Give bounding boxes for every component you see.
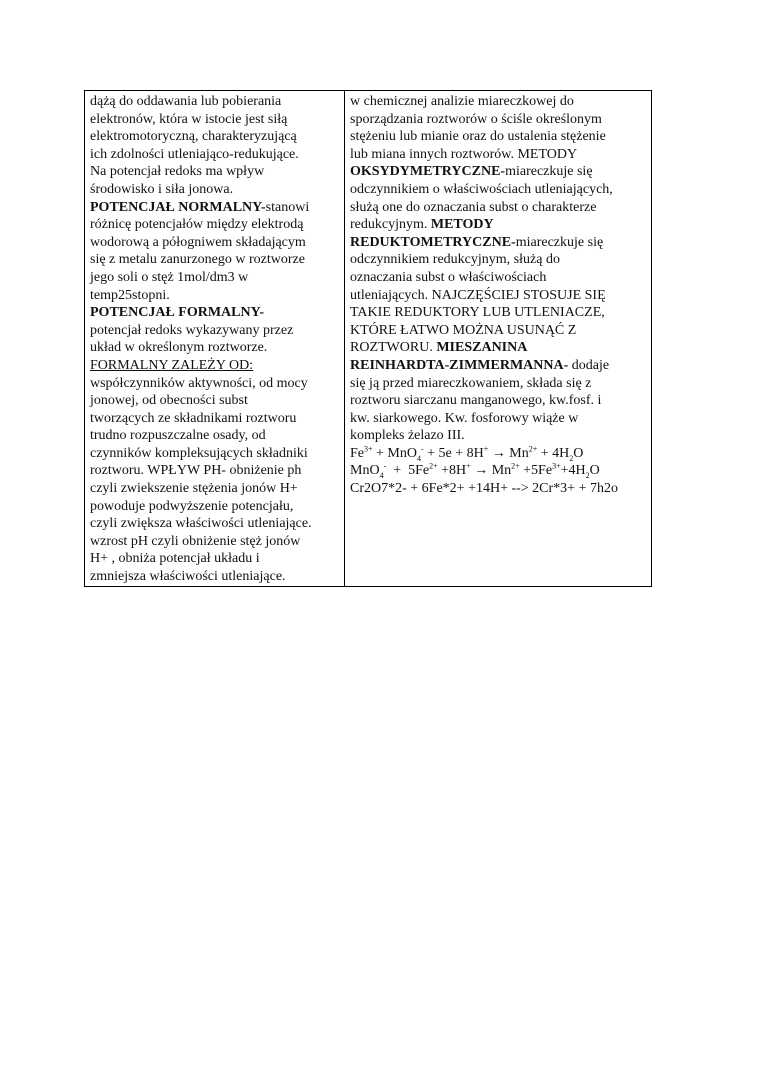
term-heading: REDUKTOMETRYCZNE- (350, 234, 516, 250)
text-line: roztworu. WPŁYW PH- obniżenie ph (90, 463, 302, 479)
eq-part: → Mn (488, 445, 529, 461)
eq-superscript: 3+ (364, 444, 373, 454)
text-line: w chemicznej analizie miareczkowej do (350, 94, 574, 109)
eq-superscript: 2+ (511, 461, 520, 471)
underlined-heading: FORMALNY ZALEŻY OD: (90, 357, 254, 373)
term-heading: OKSYDYMETRYCZNE- (350, 164, 506, 180)
eq-part: + 5Fe (386, 463, 430, 479)
eq-part: +8H (437, 463, 467, 479)
eq-part: O (589, 463, 600, 479)
text-line: potencjał redoks wykazywany przez (90, 322, 294, 338)
text-line: TAKIE REDUKTORY LUB UTLENIACZE, (350, 305, 605, 321)
text-line: się ją przed miareczkowaniem, składa się z (350, 375, 592, 391)
text-line: roztworu siarczanu manganowego, kw.fosf. i (350, 393, 602, 409)
right-cell (345, 91, 652, 587)
text-line (90, 304, 339, 322)
text-line: lub miana innych roztworów. METODY (350, 146, 578, 162)
eq-part: + 4H (537, 445, 570, 461)
text-line: KTÓRE ŁATWO MOŻNA USUNĄĆ Z (350, 322, 577, 338)
text-line: wzrost pH czyli obniżenie stęż jonów (90, 533, 301, 549)
chemical-equation: Cr2O7*2- + 6Fe*2+ +14H+ --> 2Cr*3+ + 7h2o (350, 481, 618, 497)
term-heading: POTENCJAŁ NORMALNY- (90, 199, 266, 215)
eq-part: MnO (350, 463, 380, 479)
text-line: temp25stopni. (90, 287, 170, 303)
text-line (350, 234, 646, 252)
chemical-equation (350, 462, 646, 480)
eq-part: O (573, 445, 584, 461)
text-line: oznaczania subst o właściwościach (350, 269, 547, 285)
content-table (84, 90, 652, 587)
text-line: sporządzania roztworów o ściśle określonym (350, 111, 602, 127)
text-line: wodorową a półogniwem składającym (90, 234, 306, 250)
text-fragment: dodaje (568, 357, 610, 373)
text-line: kw. siarkowego. Kw. fosforowy wiąże w (350, 410, 579, 426)
eq-superscript: + (483, 444, 489, 454)
text-line: odczynnikiem o właściwościach utleniających, (350, 181, 613, 197)
text-line: odczynnikiem redukcyjnym, służą do (350, 252, 560, 268)
text-line: kompleks żelazo III. (350, 428, 465, 444)
text-line: różnicę potencjałów między elektrodą (90, 217, 304, 233)
eq-superscript: + (466, 461, 471, 471)
text-line: czyli zwiększa właściwości utleniające. (90, 516, 312, 532)
term-heading: METODY (430, 217, 494, 233)
term-heading: POTENCJAŁ FORMALNY- (90, 305, 265, 321)
text-line: dążą do oddawania lub pobierania (90, 94, 282, 109)
text-fragment: redukcyjnym. (350, 217, 431, 233)
text-line: się z metalu zanurzonego w roztworze (90, 252, 305, 268)
text-line: czyli zwiekszenie stężenia jonów H+ (90, 481, 298, 497)
text-line: jonowej, od obecności subst (90, 393, 248, 409)
text-line (350, 163, 646, 181)
text-line: stężeniu lub mianie oraz do ustalenia stężenie (350, 129, 606, 145)
text-line: służą one do oznaczania subst o charakterze (350, 199, 597, 215)
text-line: układ w określonym roztworze. (90, 340, 268, 356)
eq-part: + MnO (372, 445, 417, 461)
text-line (350, 339, 646, 357)
eq-superscript: - (383, 461, 387, 471)
eq-subscript: 4 (416, 453, 421, 463)
text-line: powoduje podwyższenie potencjału, (90, 498, 294, 514)
text-fragment: miareczkuje się (505, 164, 593, 180)
eq-superscript: - (420, 444, 424, 454)
eq-subscript: 4 (379, 471, 384, 481)
text-line: elektromotoryczną, charakteryzującą (90, 129, 297, 145)
text-fragment: stanowi (265, 199, 310, 215)
eq-part: + 5e + 8H (423, 445, 484, 461)
eq-part: → Mn (470, 463, 512, 479)
text-line (350, 216, 646, 234)
text-line: tworzących ze składnikami roztworu (90, 410, 297, 426)
text-line: współczynników aktywności, od mocy (90, 375, 308, 391)
eq-subscript: 2 (585, 471, 590, 481)
eq-part: Fe (350, 445, 364, 461)
eq-part: +5Fe (519, 463, 553, 479)
text-line: trudno rozpuszczalne osady, od (90, 428, 266, 444)
eq-subscript: 2 (569, 453, 574, 463)
term-heading: MIESZANINA (436, 340, 528, 356)
eq-superscript: 2+ (528, 444, 538, 454)
text-line (350, 357, 646, 375)
text-line (90, 357, 339, 375)
table-row (85, 91, 652, 587)
text-line: środowisko i siła jonowa. (90, 181, 234, 197)
text-fragment: ROZTWORU. (350, 340, 437, 356)
text-line: elektronów, która w istocie jest siłą (90, 111, 288, 127)
eq-superscript: 3+ (552, 461, 561, 471)
chemical-equation (350, 445, 646, 463)
text-line: H+ , obniża potencjał układu i (90, 551, 260, 567)
text-line: czynników kompleksujących składniki (90, 445, 308, 461)
text-line: utleniających. NAJCZĘŚCIEJ STOSUJE SIĘ (350, 287, 606, 303)
text-fragment: miareczkuje się (515, 234, 604, 250)
term-heading: REINHARDTA-ZIMMERMANNA- (350, 357, 569, 373)
left-cell (85, 91, 345, 587)
text-line: Na potencjał redoks ma wpływ (90, 164, 265, 180)
eq-superscript: 2+ (429, 461, 438, 471)
text-line: zmniejsza właściwości utleniające. (90, 569, 286, 585)
text-line: ich zdolności utleniająco-redukujące. (90, 146, 299, 162)
text-line: jego soli o stęż 1mol/dm3 w (90, 269, 249, 285)
text-line (90, 199, 339, 217)
eq-part: +4H (560, 463, 586, 479)
